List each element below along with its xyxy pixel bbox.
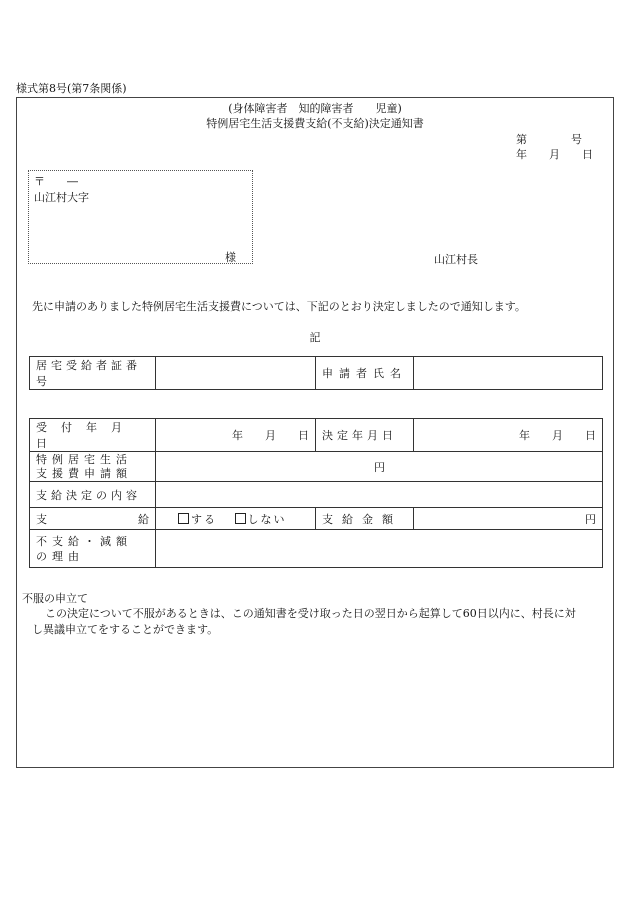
- decision-date-field[interactable]: 年 月 日: [414, 419, 603, 452]
- document-number: 第 号: [516, 133, 582, 146]
- address-line: 山江村大字: [34, 191, 89, 204]
- apply-amount-label-line2: 支援費申請額: [36, 466, 132, 480]
- decision-table: [29, 418, 603, 568]
- cert-number-label: 居宅受給者証番号: [30, 357, 156, 390]
- ki-label: 記: [309, 331, 321, 344]
- document-title: 特例居宅生活支援費支給(不支給)決定通知書: [206, 117, 424, 130]
- document-date: 年 月 日: [516, 148, 593, 161]
- reason-label-line1: 不支給・減額: [36, 534, 132, 548]
- payment-label: [30, 508, 156, 530]
- content-label: 支給決定の内容: [30, 482, 156, 508]
- reason-label-line2: の理由: [36, 549, 84, 563]
- appeal-heading: 不服の申立て: [22, 592, 88, 605]
- apply-amount-label: [30, 452, 156, 482]
- payment-options: [156, 508, 316, 530]
- payment-label-right: 給: [138, 512, 149, 526]
- checkbox-yes[interactable]: [178, 513, 189, 524]
- content-field[interactable]: [156, 482, 603, 508]
- subtitle: (身体障害者 知的障害者 児童): [228, 102, 402, 115]
- payment-amount-label: 支給金額: [316, 508, 414, 530]
- postal-code: 〒 ―: [34, 175, 78, 188]
- form-id: 様式第8号(第7条関係): [16, 82, 127, 95]
- reason-label: [30, 530, 156, 568]
- payment-label-left: 支: [36, 512, 47, 526]
- appeal-line-1: この決定について不服があるときは、この通知書を受け取った日の翌日から起算して60日以内に、村長に対: [45, 607, 576, 620]
- option-no-label: しない: [247, 512, 287, 526]
- checkbox-no[interactable]: [235, 513, 246, 524]
- payment-amount-field[interactable]: 円: [414, 508, 603, 530]
- accept-date-field[interactable]: 年 月 日: [156, 419, 316, 452]
- option-yes-label: する: [191, 512, 217, 526]
- accept-date-label: 受付年月日: [30, 419, 156, 452]
- applicant-name-field[interactable]: [414, 357, 603, 390]
- recipient-honorific: 様: [225, 251, 236, 264]
- body-text: 先に申請のありました特例居宅生活支援費については、下記のとおり決定しましたので通知します。: [32, 300, 526, 313]
- reason-field[interactable]: [156, 530, 603, 568]
- decision-date-label: 決定年月日: [316, 419, 414, 452]
- certificate-table: [29, 356, 603, 390]
- cert-number-cells[interactable]: [156, 357, 316, 390]
- applicant-name-label: 申請者氏名: [316, 357, 414, 390]
- apply-amount-field[interactable]: 円: [156, 452, 603, 482]
- apply-amount-label-line1: 特例居宅生活: [36, 452, 132, 466]
- appeal-line-2: し異議申立てをすることができます。: [32, 623, 219, 636]
- issuer: 山江村長: [434, 253, 478, 266]
